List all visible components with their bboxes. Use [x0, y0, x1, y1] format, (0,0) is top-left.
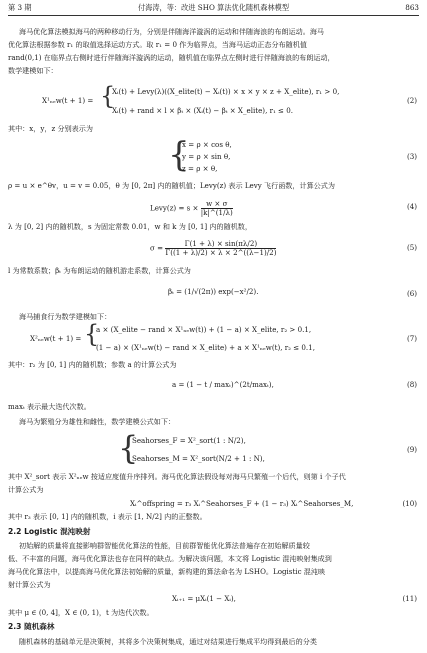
eq7-case-2: (1 − a) × (X¹ₙₑw(t) − rand × X_elite) + a × X¹ₙₑw(t), r₂ ≤ 0.1,	[96, 343, 315, 352]
eq7-lhs: X²ₙₑw(t + 1) =	[30, 334, 82, 343]
eq10-number: (10)	[402, 499, 417, 508]
paragraph-line: 其中 X²_sort 表示 X²ₙₑw 按适应度值升序排列。海马优化算法假设每对海马只繁殖一个后代，则第 i 个子代	[8, 472, 346, 481]
paragraph-line: 其中 μ ∈ (0, 4]，X ∈ (0, 1)，t 为迭代次数。	[8, 608, 154, 617]
eq8-number: (8)	[406, 380, 417, 389]
eq3-number: (3)	[406, 152, 417, 161]
eq7-brace: {	[84, 320, 100, 348]
paragraph-line: 海马捕食行为数学建模如下：	[19, 312, 112, 321]
eq9-number: (9)	[406, 445, 417, 454]
eq5-number: (5)	[406, 243, 417, 252]
eq6: βₜ = (1/√(2π)) exp(−x²/2).	[168, 287, 259, 296]
running-title: 付海涛，等：改进 SHO 算法优化随机森林模型	[137, 3, 290, 12]
section-heading-2-3: 2.3 随机森林	[8, 622, 55, 631]
eq5-fraction	[165, 240, 276, 257]
paragraph-line: 低、不丰富的问题，海马优化算法也存在同样的缺点。为解决该问题，本文将 Logistic 混沌映射集成到	[8, 554, 332, 563]
eq7-number: (7)	[406, 334, 417, 343]
eq5-lhs: σ =	[150, 243, 164, 253]
paragraph-line: 计算公式为	[8, 485, 44, 494]
paragraph-line: 射计算公式为	[8, 580, 51, 589]
eq3-row-1: x = ρ × cos θ,	[182, 140, 232, 149]
eq7-case-1: a × (X_elite − rand × X¹ₙₑw(t)) + (1 − a) × X_elite, r₂ > 0.1,	[96, 325, 312, 334]
eq5-denominator: Γ((1 + λ)/2) × λ × 2^((λ−1)/2)	[165, 248, 277, 257]
paragraph-line: 海马为繁殖分为雄性和雌性，数学建模公式如下：	[19, 417, 176, 426]
eq3-row-2: y = ρ × sin θ,	[182, 152, 231, 161]
issue-number: 第 3 期	[8, 3, 32, 12]
eq11: Xᵢ₊₁ = μXᵢ(1 − Xᵢ),	[172, 594, 236, 603]
paragraph-line: λ 为 [0, 2] 内的随机数，s 为固定常数 0.01，w 和 k 为 [0, 1] 内的随机数，	[8, 222, 252, 231]
eq5-numerator: Γ(1 + λ) × sin(πλ/2)	[165, 240, 276, 249]
page-header	[8, 3, 419, 15]
eq4-denominator: |k|^(1/λ)	[200, 208, 233, 217]
eq9-brace: {	[118, 429, 139, 467]
paragraph-line: l 为常数系数；βₜ 为布朗运动的随机游走系数，计算公式为	[8, 266, 191, 275]
paragraph-line: 随机森林的基础单元是决策树，其将多个决策树集成，通过对结果进行集成平均得到最后的分类	[19, 637, 317, 646]
paragraph-line: 初始解的质量将直接影响群智能优化算法的性能，目前群智能优化算法普遍存在初始解质量较	[19, 541, 310, 550]
eq6-number: (6)	[406, 289, 417, 298]
eq3-row-3: z = ρ × θ,	[182, 164, 218, 173]
eq10: Xᵢ^offspring = r₃ Xᵢ^Seahorses_F + (1 − r₃) Xᵢ^Seahorses_M,	[130, 499, 354, 508]
eq9-row-1: Seahorses_F = X²_sort(1 : N/2),	[132, 436, 246, 445]
header-rule	[8, 15, 419, 16]
paragraph-line: 其中：x，y，z 分别表示为	[8, 124, 93, 133]
eq8: a = (1 − t / maxₜ)^(2t/maxₜ),	[172, 380, 274, 389]
section-heading-2-2: 2.2 Logistic 混沌映射	[8, 527, 91, 536]
eq9-row-2: Seahorses_M = X²_sort(N/2 + 1 : N),	[132, 454, 265, 463]
eq4	[150, 200, 233, 217]
paragraph-line: 海马优化算法中，以提高海马优化算法初始解的质量，新构建的算法命名为 LSHO。Logistic 混沌映	[8, 567, 326, 576]
page-number: 863	[405, 3, 419, 12]
eq5	[150, 240, 276, 257]
eq2-lhs: X¹ₙₑw(t + 1) =	[42, 96, 94, 105]
eq2-brace: {	[100, 82, 116, 110]
eq4-lhs: Levy(z) = s ×	[150, 203, 199, 213]
eq2-case-2: Xᵢ(t) + rand × l × βₜ × (Xᵢ(t) − βₜ × X_elite), r₁ ≤ 0.	[112, 106, 294, 115]
paragraph-line: 其中 r₃ 表示 [0, 1] 内的随机数，i 表示 [1, N/2] 内的正整数。	[8, 512, 207, 521]
eq2-number: (2)	[406, 96, 417, 105]
eq2-case-1: Xᵢ(t) + Levy(λ)((X_elite(t) − Xᵢ(t)) × x × y × z + X_elite), r₁ > 0,	[112, 87, 340, 96]
eq11-number: (11)	[402, 594, 417, 603]
paragraph-line: 其中：r₂ 为 [0, 1] 内的随机数；参数 a 的计算公式为	[8, 360, 177, 369]
paragraph-line: maxₜ 表示最大迭代次数。	[8, 402, 91, 411]
eq4-numerator: w × σ	[201, 200, 233, 209]
paragraph-line: 数学建模如下：	[8, 66, 58, 75]
paragraph-line: 优化算法根据参数 r₁ 的取值选择运动方式。取 r₁ = 0 作为临界点，当海马运动正态分布随机值	[8, 40, 307, 49]
paragraph-line: ρ = u × e^θv，u = v = 0.05，θ 为 [0, 2π] 内的随机值；Levy(z) 表示 Levy 飞行函数，计算公式为	[8, 181, 335, 190]
paragraph-line: 海马优化算法模拟海马的两种移动行为，分别是伴随海洋漩涡的运动和伴随海浪的布朗运动。海马	[19, 27, 325, 36]
eq3-brace: {	[168, 135, 190, 175]
eq4-number: (4)	[406, 202, 417, 211]
eq4-fraction	[201, 200, 233, 217]
paragraph-line: rand(0,1) 在临界点右侧时进行伴随海洋漩涡的运动，随机值在临界点左侧时进行伴随海浪的布朗运动，	[8, 53, 335, 62]
